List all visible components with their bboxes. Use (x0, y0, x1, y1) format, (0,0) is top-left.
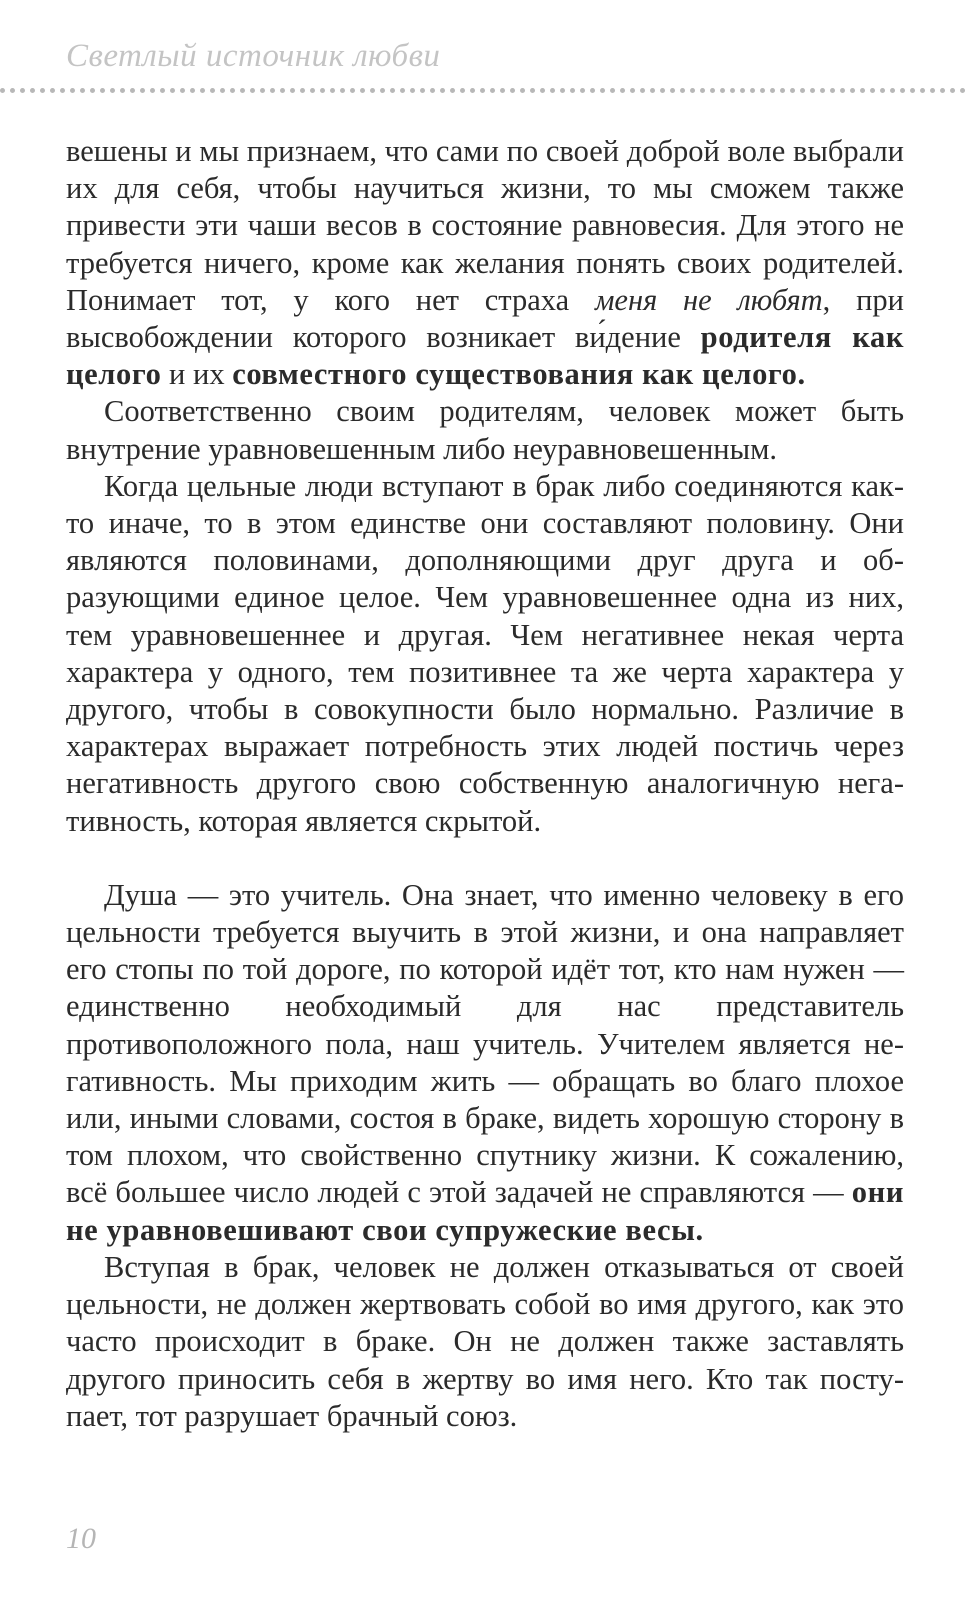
paragraph: Когда цельные люди вступают в брак либо соединяются как-то иначе, то в этом единстве они составляют половину. Они являются половинами, дополняющими друг друга и образующими единое целое. Чем уравновешеннее одна из них, тем уравновешеннее и другая. Чем негативнее некая черта характера у одного, тем позитивнее та же черта характера у другого, чтобы в совокупности было нормально. Различие в характерах выражает потребность этих людей постичь через негативность другого свою собственную аналогичную негативность, которая является скрытой. (66, 468, 904, 838)
text-run: вешены и мы признаем, что сами по своей доброй воле выбрали их для себя, чтобы научиться жизни, то мы сможем также привести эти чаши весов в состояние равновесия. Для этого не требуется ничего, кроме как желания понять своих родителей. Понимает тот, у кого нет страха (66, 134, 904, 317)
paragraph (66, 877, 904, 1249)
page-number: 10 (66, 1522, 96, 1555)
bold-phrase: они не уравновешивают свои супружеские весы. (66, 1175, 904, 1247)
text-run: и их (161, 357, 233, 392)
italic-phrase: меня не любят (594, 282, 823, 317)
bold-phrase: родителя как целого (66, 320, 904, 392)
dotted-header-rule (0, 88, 966, 93)
paragraph: Соответственно своим родителям, человек может быть внутрение уравновешенным либо неуравновешенным. (66, 394, 904, 466)
text-run: Душа — это учитель. Она знает, что именно человеку в его цельности требуется выучить в этой жизни, и она направляет его стопы по той дороге, по которой идёт тот, кто нам нужен — единственно необходимый для нас представитель противоположного пола, наш учитель. Учителем является негативность. Мы приходим жить — обращать во благо плохое или, иными словами, состоя в браке, видеть хорошую сторону в том плохом, что свойственно спутнику жизни. К сожалению, всё большее число людей с этой задачей не справляются — (66, 877, 904, 1210)
paragraph (66, 133, 904, 393)
bold-phrase: совместного существования как целого. (232, 357, 806, 392)
text-run: , при высвобождении которого возникает ви́дение (66, 282, 904, 355)
running-title: Светлый источник любви (66, 38, 441, 74)
paragraph: Вступая в брак, человек не должен отказываться от своей цельности, не должен жертвовать собой во имя другого, как это часто происходит в браке. Он не должен также заставлять другого приносить себя в жертву во имя него. Кто так поступает, тот разрушает брачный союз. (66, 1249, 904, 1433)
page-body-text (66, 133, 904, 1435)
